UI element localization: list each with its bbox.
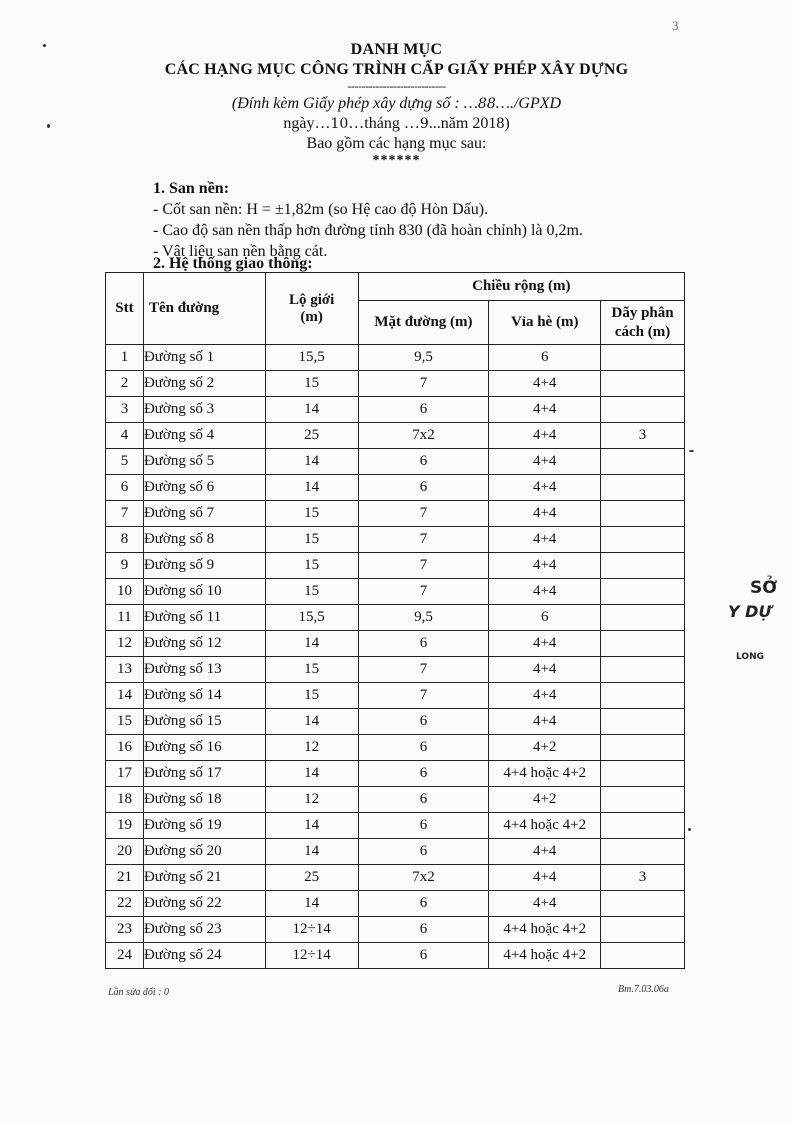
cell-day-phan-cach: [601, 735, 685, 761]
cell-stt: 4: [106, 423, 144, 449]
cell-day-phan-cach: [601, 527, 685, 553]
cell-mat-duong: 6: [358, 787, 489, 813]
cell-day-phan-cach: [601, 891, 685, 917]
stamp-text: LONG: [736, 652, 764, 662]
cell-lo-gioi: 14: [265, 449, 358, 475]
cell-day-phan-cach: [601, 553, 685, 579]
cell-day-phan-cach: [601, 683, 685, 709]
cell-mat-duong: 6: [358, 891, 489, 917]
cell-via-he: 4+4: [489, 657, 601, 683]
date-year-suffix: ...năm 2018): [428, 115, 510, 132]
section-san-nen: [153, 178, 583, 262]
cell-lo-gioi: 12: [265, 787, 358, 813]
cell-stt: 10: [106, 579, 144, 605]
cell-stt: 3: [106, 397, 144, 423]
table-row: [106, 683, 685, 709]
date-month-prefix: …tháng …: [348, 115, 420, 132]
cell-stt: 20: [106, 839, 144, 865]
table-row: [106, 553, 685, 579]
cell-lo-gioi: 14: [265, 397, 358, 423]
cell-via-he: 4+4: [489, 423, 601, 449]
cell-via-he: 4+4: [489, 553, 601, 579]
page-number: 3: [672, 18, 679, 33]
section1-heading: 1. San nền:: [153, 180, 230, 197]
table-row: [106, 735, 685, 761]
stamp-fragment: [730, 540, 793, 680]
cell-mat-duong: 6: [358, 631, 489, 657]
attachment-suffix: …./GPXD: [495, 95, 562, 112]
cell-day-phan-cach: 3: [601, 865, 685, 891]
cell-mat-duong: 7: [358, 579, 489, 605]
document-header: [0, 40, 793, 168]
table-row: [106, 657, 685, 683]
cell-name: Đường số 7: [143, 501, 265, 527]
cell-lo-gioi: 14: [265, 761, 358, 787]
header-mat-duong: Mặt đường (m): [358, 301, 489, 345]
cell-day-phan-cach: [601, 397, 685, 423]
cell-mat-duong: 7x2: [358, 865, 489, 891]
cell-name: Đường số 1: [143, 345, 265, 371]
section1-item: - Cốt san nền: H = ±1,82m (so Hệ cao độ Hòn Dấu).: [153, 201, 489, 218]
cell-via-he: 4+4 hoặc 4+2: [489, 917, 601, 943]
cell-lo-gioi: 12: [265, 735, 358, 761]
cell-via-he: 4+4: [489, 865, 601, 891]
cell-name: Đường số 20: [143, 839, 265, 865]
cell-name: Đường số 11: [143, 605, 265, 631]
cell-stt: 13: [106, 657, 144, 683]
cell-name: Đường số 13: [143, 657, 265, 683]
cell-lo-gioi: 14: [265, 709, 358, 735]
scan-speck: [43, 44, 46, 47]
date-day: 10: [330, 116, 349, 132]
section2-heading: 2. Hệ thống giao thông:: [153, 255, 313, 272]
cell-stt: 15: [106, 709, 144, 735]
cell-lo-gioi: 14: [265, 475, 358, 501]
cell-via-he: 4+4: [489, 527, 601, 553]
cell-via-he: 4+2: [489, 787, 601, 813]
document-title: DANH MỤC: [350, 41, 443, 58]
header-name: Tên đường: [143, 273, 265, 345]
cell-lo-gioi: 14: [265, 891, 358, 917]
table-row: [106, 345, 685, 371]
table-row: [106, 917, 685, 943]
stars-divider: ******: [372, 153, 421, 168]
cell-stt: 2: [106, 371, 144, 397]
cell-mat-duong: 6: [358, 943, 489, 969]
header-lo-gioi: Lộ giới (m): [265, 273, 358, 345]
cell-mat-duong: 6: [358, 735, 489, 761]
cell-day-phan-cach: [601, 761, 685, 787]
cell-mat-duong: 9,5: [358, 605, 489, 631]
cell-mat-duong: 9,5: [358, 345, 489, 371]
cell-mat-duong: 6: [358, 813, 489, 839]
table-row: [106, 449, 685, 475]
cell-via-he: 4+4: [489, 709, 601, 735]
cell-day-phan-cach: [601, 449, 685, 475]
cell-mat-duong: 6: [358, 839, 489, 865]
cell-via-he: 4+4: [489, 449, 601, 475]
table-row: [106, 709, 685, 735]
cell-mat-duong: 6: [358, 917, 489, 943]
cell-day-phan-cach: [601, 631, 685, 657]
date-month: 9: [419, 116, 429, 132]
cell-via-he: 4+4 hoặc 4+2: [489, 943, 601, 969]
cell-day-phan-cach: [601, 943, 685, 969]
cell-stt: 12: [106, 631, 144, 657]
scan-speck: [689, 450, 694, 452]
cell-via-he: 4+4: [489, 501, 601, 527]
table-row: [106, 579, 685, 605]
cell-name: Đường số 4: [143, 423, 265, 449]
cell-mat-duong: 6: [358, 709, 489, 735]
cell-stt: 22: [106, 891, 144, 917]
date-day-prefix: ngày…: [283, 115, 331, 132]
cell-via-he: 4+4: [489, 683, 601, 709]
cell-mat-duong: 7: [358, 371, 489, 397]
cell-mat-duong: 7: [358, 657, 489, 683]
cell-stt: 21: [106, 865, 144, 891]
table-row: [106, 371, 685, 397]
cell-lo-gioi: 15: [265, 657, 358, 683]
table-row: [106, 761, 685, 787]
table-row: [106, 605, 685, 631]
cell-via-he: 4+4: [489, 839, 601, 865]
cell-name: Đường số 16: [143, 735, 265, 761]
table-row: [106, 631, 685, 657]
cell-stt: 24: [106, 943, 144, 969]
cell-name: Đường số 17: [143, 761, 265, 787]
header-via-he: Vỉa hè (m): [489, 301, 601, 345]
cell-name: Đường số 19: [143, 813, 265, 839]
section1-item: - Cao độ san nền thấp hơn đường tỉnh 830 (đã hoàn chỉnh) là 0,2m.: [153, 222, 583, 239]
cell-mat-duong: 6: [358, 761, 489, 787]
header-stt: Stt: [106, 273, 144, 345]
cell-stt: 18: [106, 787, 144, 813]
table-row: [106, 839, 685, 865]
form-code: Bm.7.03.06a: [618, 984, 669, 995]
cell-name: Đường số 5: [143, 449, 265, 475]
cell-via-he: 6: [489, 605, 601, 631]
table-body: [106, 345, 685, 969]
table-row: [106, 527, 685, 553]
cell-day-phan-cach: [601, 579, 685, 605]
cell-mat-duong: 7: [358, 553, 489, 579]
cell-day-phan-cach: [601, 917, 685, 943]
cell-name: Đường số 9: [143, 553, 265, 579]
table-row: [106, 813, 685, 839]
cell-lo-gioi: 25: [265, 865, 358, 891]
cell-via-he: 4+4: [489, 397, 601, 423]
cell-name: Đường số 23: [143, 917, 265, 943]
cell-via-he: 4+4: [489, 475, 601, 501]
cell-via-he: 4+4: [489, 891, 601, 917]
cell-lo-gioi: 15: [265, 527, 358, 553]
cell-lo-gioi: 14: [265, 631, 358, 657]
cell-mat-duong: 6: [358, 475, 489, 501]
cell-name: Đường số 22: [143, 891, 265, 917]
cell-day-phan-cach: [601, 371, 685, 397]
separator-line: ----------------------------: [347, 79, 446, 93]
cell-name: Đường số 10: [143, 579, 265, 605]
table-row: [106, 787, 685, 813]
cell-via-he: 4+4: [489, 579, 601, 605]
cell-via-he: 4+4: [489, 631, 601, 657]
cell-name: Đường số 24: [143, 943, 265, 969]
cell-via-he: 4+2: [489, 735, 601, 761]
cell-day-phan-cach: [601, 475, 685, 501]
cell-name: Đường số 8: [143, 527, 265, 553]
date-line: [0, 114, 793, 134]
cell-stt: 16: [106, 735, 144, 761]
document-subtitle: CÁC HẠNG MỤC CÔNG TRÌNH CẤP GIẤY PHÉP XÂY DỰNG: [164, 61, 629, 78]
cell-via-he: 6: [489, 345, 601, 371]
cell-day-phan-cach: [601, 839, 685, 865]
cell-lo-gioi: 15: [265, 371, 358, 397]
table-row: [106, 397, 685, 423]
table-row: [106, 891, 685, 917]
cell-day-phan-cach: [601, 709, 685, 735]
cell-day-phan-cach: 3: [601, 423, 685, 449]
cell-lo-gioi: 15: [265, 501, 358, 527]
includes-line: Bao gồm các hạng mục sau:: [306, 135, 487, 152]
cell-via-he: 4+4 hoặc 4+2: [489, 813, 601, 839]
section1-item: - Vật liệu san nền bằng cát.: [153, 243, 328, 260]
cell-name: Đường số 14: [143, 683, 265, 709]
cell-mat-duong: 6: [358, 397, 489, 423]
cell-day-phan-cach: [601, 501, 685, 527]
cell-lo-gioi: 15,5: [265, 605, 358, 631]
cell-mat-duong: 7: [358, 527, 489, 553]
cell-lo-gioi: 12÷14: [265, 943, 358, 969]
cell-day-phan-cach: [601, 787, 685, 813]
cell-lo-gioi: 15: [265, 579, 358, 605]
cell-stt: 19: [106, 813, 144, 839]
cell-lo-gioi: 25: [265, 423, 358, 449]
cell-stt: 6: [106, 475, 144, 501]
revision-note: Lần sửa đổi : 0: [108, 987, 170, 998]
cell-mat-duong: 7x2: [358, 423, 489, 449]
cell-lo-gioi: 15: [265, 553, 358, 579]
cell-stt: 5: [106, 449, 144, 475]
cell-day-phan-cach: [601, 657, 685, 683]
header-day-phan-cach: Dãy phân cách (m): [601, 301, 685, 345]
cell-day-phan-cach: [601, 813, 685, 839]
cell-name: Đường số 21: [143, 865, 265, 891]
attachment-line: [0, 94, 793, 114]
cell-mat-duong: 7: [358, 501, 489, 527]
cell-via-he: 4+4 hoặc 4+2: [489, 761, 601, 787]
attachment-prefix: (Đính kèm Giấy phép xây dựng số : …: [231, 95, 478, 112]
cell-lo-gioi: 15: [265, 683, 358, 709]
cell-lo-gioi: 14: [265, 813, 358, 839]
cell-lo-gioi: 15,5: [265, 345, 358, 371]
cell-name: Đường số 3: [143, 397, 265, 423]
cell-name: Đường số 6: [143, 475, 265, 501]
cell-name: Đường số 2: [143, 371, 265, 397]
stamp-text: SỞ: [750, 578, 778, 598]
table-row: [106, 423, 685, 449]
cell-via-he: 4+4: [489, 371, 601, 397]
scan-speck: [688, 828, 691, 831]
table-row: [106, 475, 685, 501]
cell-stt: 11: [106, 605, 144, 631]
cell-stt: 1: [106, 345, 144, 371]
cell-day-phan-cach: [601, 605, 685, 631]
cell-stt: 7: [106, 501, 144, 527]
cell-stt: 9: [106, 553, 144, 579]
cell-name: Đường số 18: [143, 787, 265, 813]
table-row: [106, 943, 685, 969]
cell-mat-duong: 7: [358, 683, 489, 709]
stamp-text: Y DỰ: [728, 602, 772, 621]
cell-stt: 23: [106, 917, 144, 943]
permit-number: 88: [477, 96, 496, 112]
table-row: [106, 501, 685, 527]
cell-stt: 8: [106, 527, 144, 553]
cell-lo-gioi: 12÷14: [265, 917, 358, 943]
cell-name: Đường số 12: [143, 631, 265, 657]
cell-stt: 17: [106, 761, 144, 787]
cell-stt: 14: [106, 683, 144, 709]
cell-mat-duong: 6: [358, 449, 489, 475]
cell-name: Đường số 15: [143, 709, 265, 735]
table-row: [106, 865, 685, 891]
road-table: [105, 272, 685, 969]
cell-day-phan-cach: [601, 345, 685, 371]
header-chieu-rong: Chiều rộng (m): [358, 273, 684, 301]
cell-lo-gioi: 14: [265, 839, 358, 865]
scan-speck: [47, 124, 50, 128]
